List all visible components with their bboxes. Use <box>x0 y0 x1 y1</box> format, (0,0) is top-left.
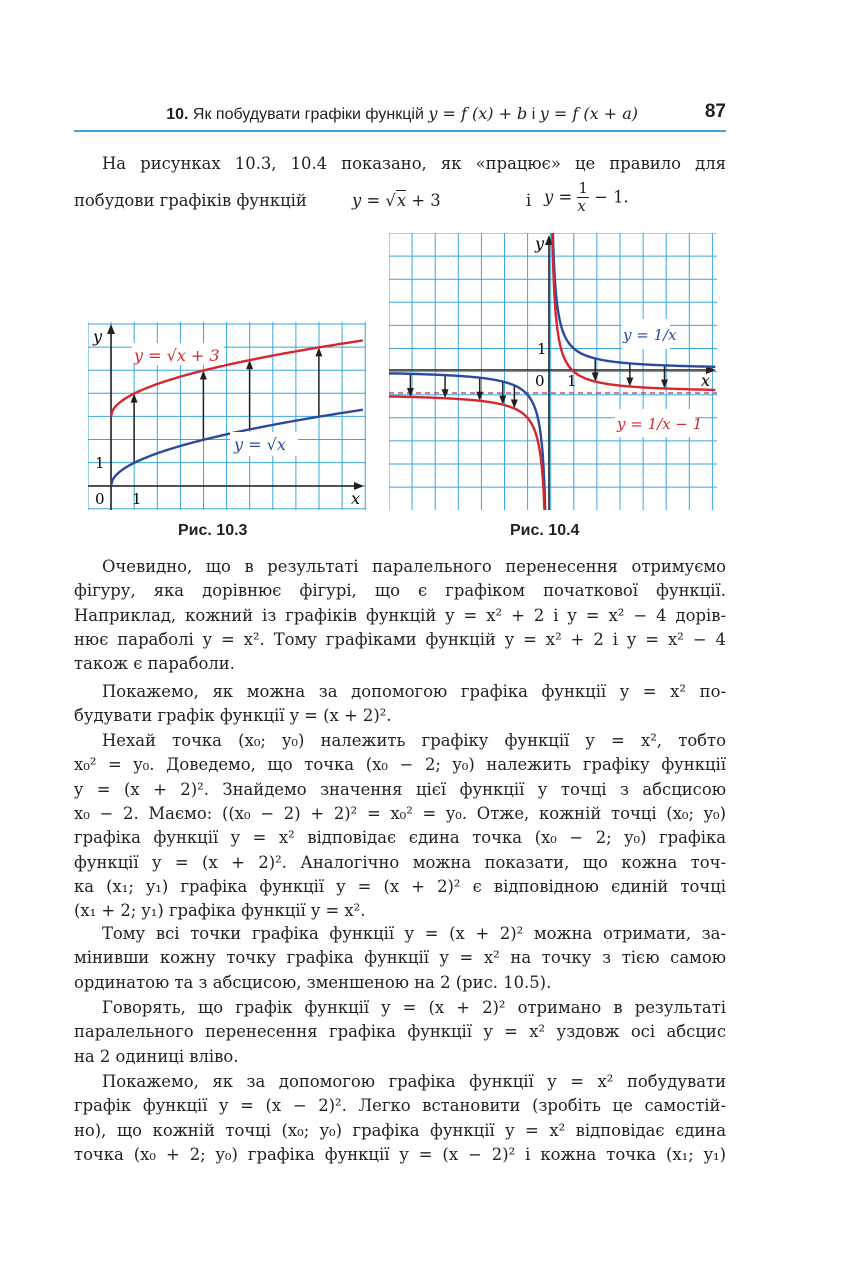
origin-label: 0 <box>535 372 545 390</box>
header-section-number: 10. <box>166 106 189 123</box>
body-p3-line-7: ка (x₁; y₁) графіка функції y = (x + 2)² є відповідною єдиній точці <box>74 876 726 896</box>
header-formula-1: y = f (x) + b <box>428 104 528 123</box>
label-sqrt-x: y = √x <box>234 435 286 454</box>
body-p1-line-4: нює параболі y = x². Тому графіками функцій y = x² + 2 і y = x² − 4 <box>74 629 726 649</box>
fraction-numerator: 1 <box>578 179 588 197</box>
fraction-denominator: x <box>577 197 586 215</box>
label-reciprocal: y = 1/x <box>623 326 677 344</box>
origin-label: 0 <box>95 490 105 508</box>
body-p6-line-4: точка (x₀ + 2; y₀) графіка функції y = (x − 2)² і кожна точка (x₁; y₁) <box>74 1144 726 1164</box>
body-p3-line-8: (x₁ + 2; y₁) графіка функції y = x². <box>74 901 366 921</box>
body-p5-line-2: паралельного перенесення графіка функції y = x² уздовж осі абсцис <box>74 1022 726 1042</box>
header-conjunction: і <box>527 106 540 123</box>
body-p3-line-1: Нехай точка (x₀; y₀) належить графіку функції y = x², тобто <box>102 731 726 750</box>
body-p3-line-2: x₀² = y₀. Доведемо, що точка (x₀ − 2; y₀) належить графіку функції <box>74 755 726 775</box>
body-p6-line-1: Покажемо, як за допомогою графіка функції y = x² побудувати <box>102 1072 726 1091</box>
header-title <box>166 104 638 124</box>
label-sqrt-x-plus-3: y = √x + 3 <box>134 346 220 365</box>
intro-line-2-text: побудови графіків функцій <box>74 191 307 210</box>
body-p4-line-1: Тому всі точки графіка функції y = (x + 2)² можна отримати, за- <box>102 924 726 943</box>
formula-sqrt-lhs: y = <box>352 191 386 210</box>
page-number: 87 <box>704 101 726 122</box>
x-tick-1: 1 <box>567 372 577 390</box>
shift-arrow-head <box>442 389 449 398</box>
y-axis-arrow <box>107 324 115 334</box>
formula-sqrt-radicand: x <box>396 191 407 210</box>
body-p6-line-2: графік функції y = (x − 2)². Легко встановити (зробіть це самостій- <box>74 1096 726 1116</box>
y-tick-1: 1 <box>95 454 105 472</box>
sqrt-sign: √ <box>385 191 396 210</box>
body-p1-line-2: фігуру, яка дорівнює фігурі, що є графіком початкової функції. <box>74 581 726 601</box>
body-p1-line-3: Наприклад, кожний із графіків функцій y = x² + 2 і y = x² − 4 дорів- <box>74 605 726 625</box>
figure-10-4 <box>389 233 717 510</box>
label-reciprocal-minus-1: y = 1/x − 1 <box>617 415 703 433</box>
formula-sqrt <box>352 189 441 213</box>
curve-reciprocal-left <box>389 373 548 510</box>
body-p2-line-2: будувати графік функції y = (x + 2)². <box>74 706 392 726</box>
y-axis-label: y <box>535 234 545 253</box>
x-axis-label: x <box>351 489 361 508</box>
body-p4-line-3: ординатою та з абсцисою, зменшеною на 2 (рис. 10.5). <box>74 972 552 992</box>
header-formula-2: y = f (x + a) <box>539 104 638 123</box>
formula-reciprocal <box>544 180 629 215</box>
formula-sqrt-rest: + 3 <box>406 191 441 210</box>
formula-reciprocal-lhs: y = <box>544 187 578 207</box>
curve-reciprocal-minus-1-left <box>389 396 548 510</box>
formula-reciprocal-rest: − 1. <box>588 187 629 207</box>
intro-line-1: На рисунках 10.3, 10.4 показано, як «працює» це правило для <box>102 154 726 173</box>
body-p3-line-3: y = (x + 2)². Знайдемо значення цієї функції у точці з абсцисою <box>74 779 726 799</box>
body-p2-line-1: Покажемо, як можна за допомогою графіка функції y = x² по- <box>102 682 726 701</box>
body-p3-line-6: функції y = (x + 2)². Аналогічно можна показати, що кожна точ- <box>74 852 726 872</box>
body-p3-line-4: x₀ − 2. Маємо: ((x₀ − 2) + 2)² = x₀² = y₀. Отже, кожній точці (x₀; y₀) <box>74 803 726 823</box>
body-p5-line-3: на 2 одиниці вліво. <box>74 1046 239 1066</box>
x-tick-1: 1 <box>132 490 142 508</box>
header-title-text: Як побудувати графіки функцій <box>192 106 429 123</box>
y-tick-1: 1 <box>537 340 547 358</box>
x-axis-label: x <box>701 371 711 390</box>
body-p5-line-1: Говорять, що графік функції y = (x + 2)² отримано в результаті <box>102 998 726 1017</box>
shift-arrow-head <box>661 379 668 388</box>
intro-conjunction: і <box>526 191 532 210</box>
figure-10-3 <box>88 322 366 510</box>
body-p1-line-1: Очевидно, що в результаті паралельного перенесення отримуємо <box>102 557 726 576</box>
intro-line-2 <box>74 180 726 220</box>
body-p1-line-5: також є параболи. <box>74 654 235 674</box>
body-p3-line-5: графіка функції y = x² відповідає єдина точка (x₀ − 2; y₀) графіка <box>74 828 726 848</box>
body-p6-line-3: но), що кожній точці (x₀; y₀) графіка функції y = x² відповідає єдина <box>74 1120 726 1140</box>
caption-10-3: Рис. 10.3 <box>178 522 248 539</box>
running-header <box>74 100 726 132</box>
y-axis-label: y <box>93 327 103 346</box>
fraction <box>577 180 589 215</box>
caption-10-4: Рис. 10.4 <box>510 522 580 539</box>
body-p4-line-2: мінивши кожну точку графіка функції y = x² на точку з тією самою <box>74 948 726 968</box>
